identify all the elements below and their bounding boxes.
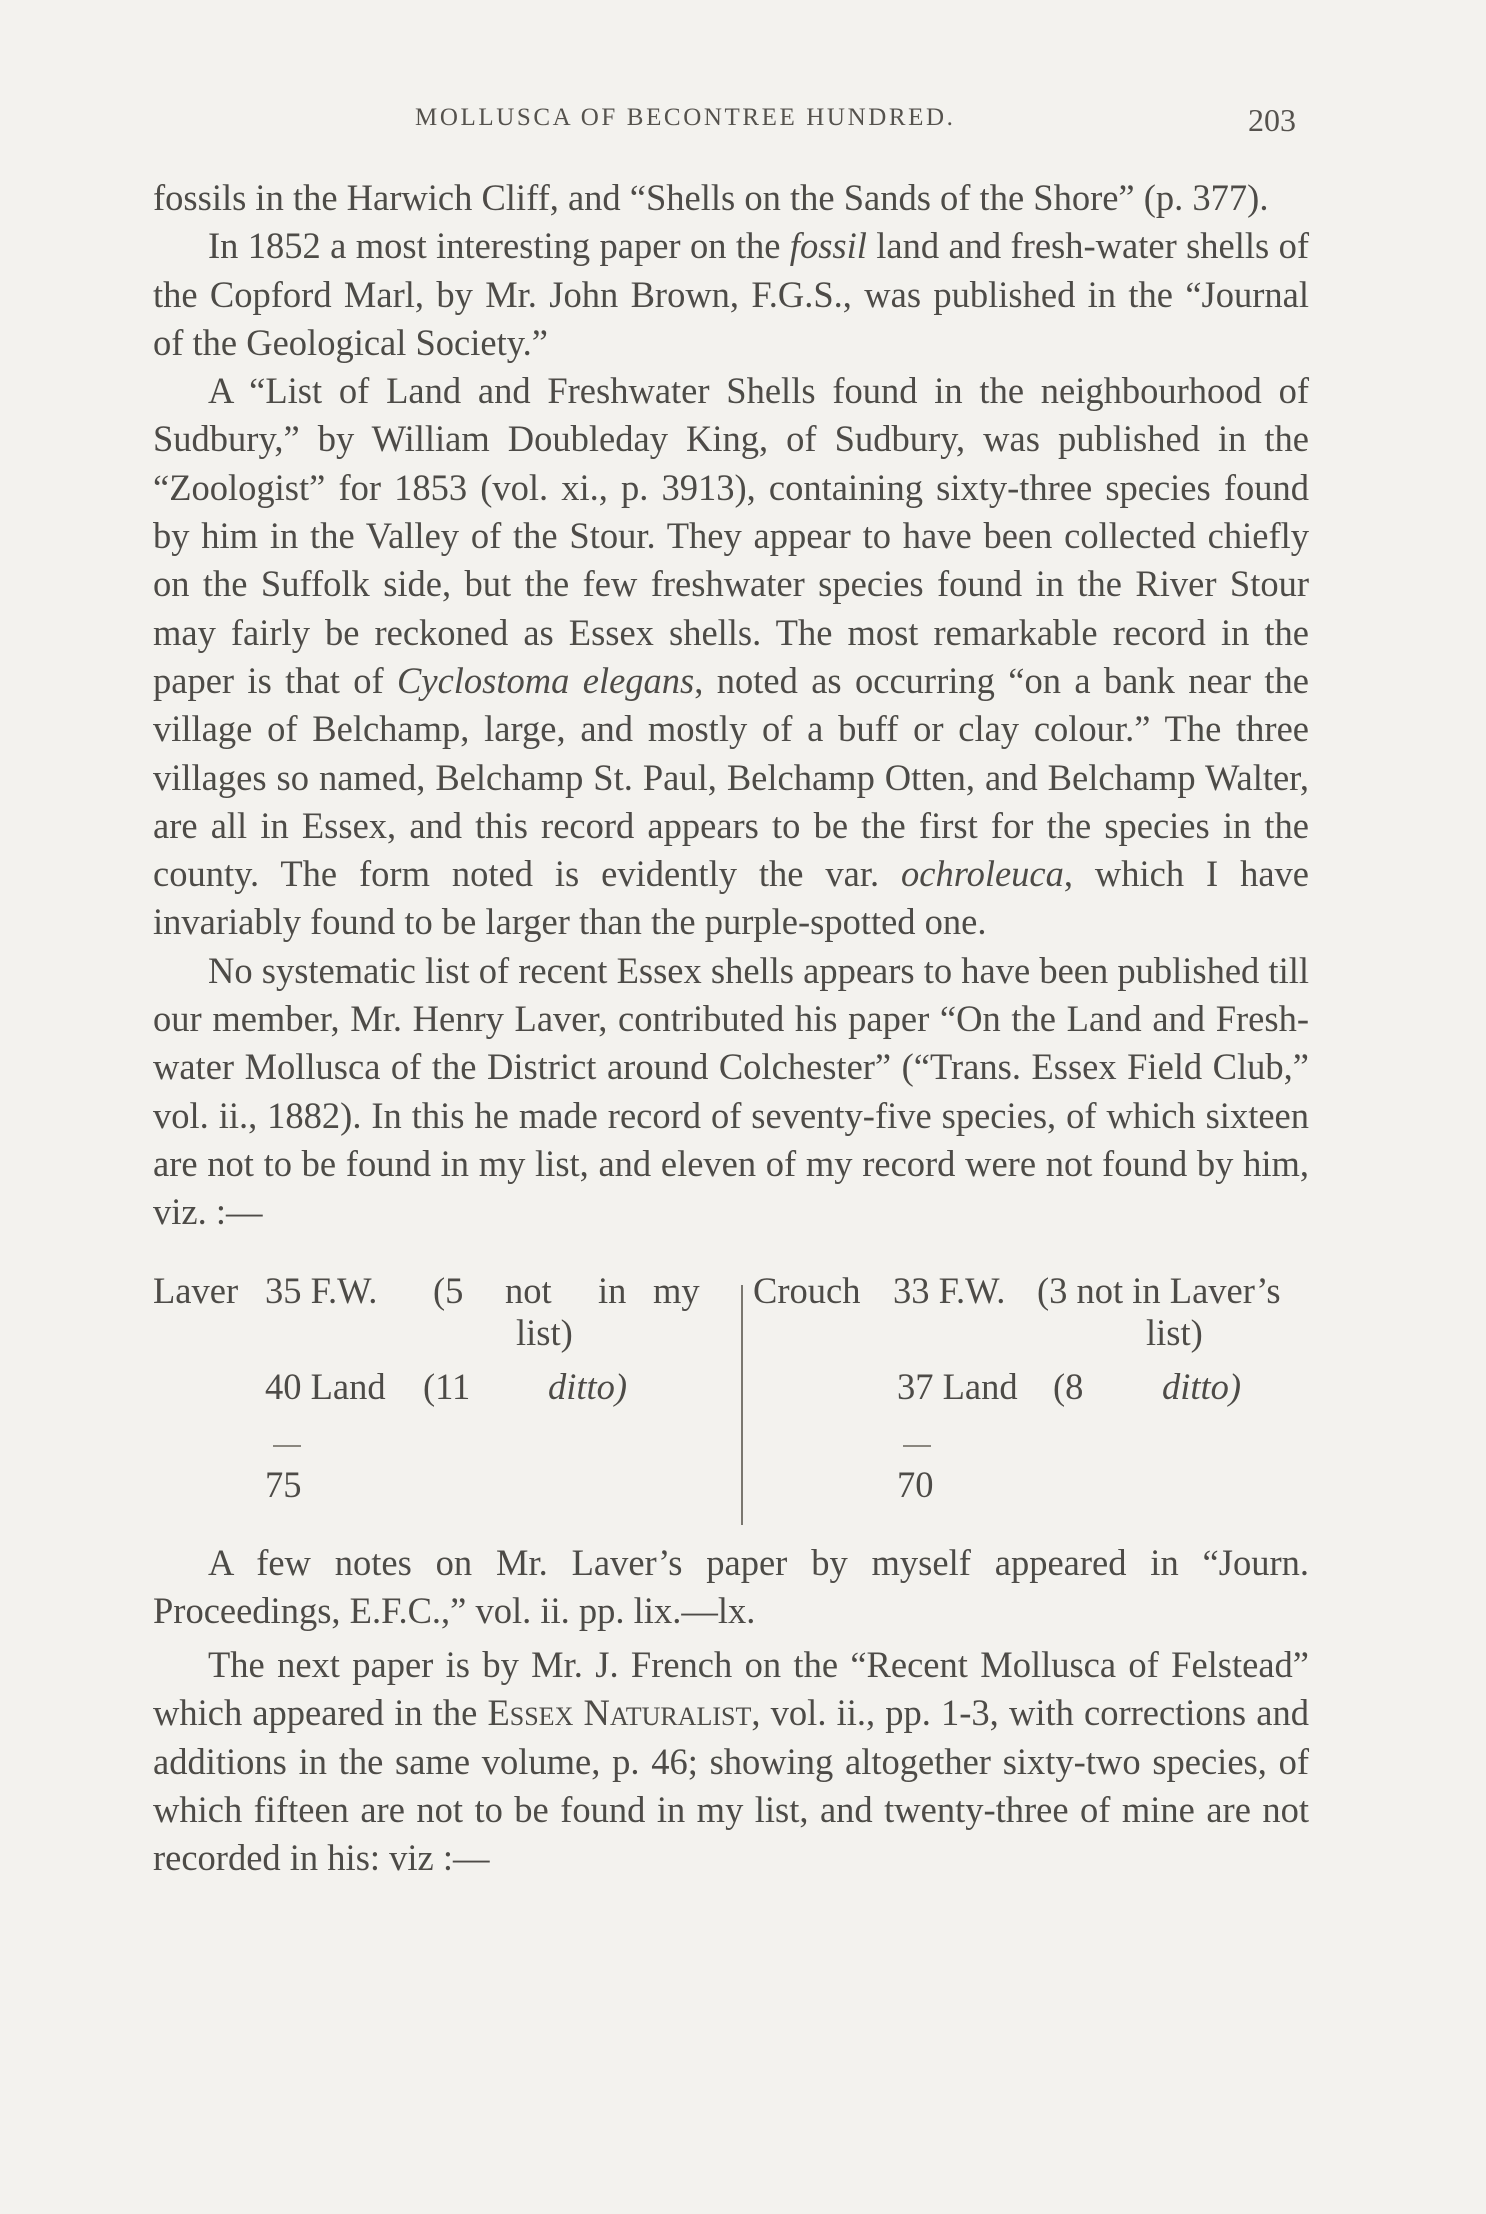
running-title: MOLLUSCA OF BECONTREE HUNDRED. [415,104,956,131]
paragraph-sudbury-list [153,367,1309,947]
text-run: The next paper is by Mr. J. French on the “Recent Mollusca of Felstead” which appeared in the [153,1644,1309,1734]
paragraph-notes: A few notes on Mr. Laver’s paper by myself appeared in “Journ. Proceedings, E.F.C.,” vol. ii. pp. lix.—lx. [153,1541,1309,1631]
comparison-right-column [753,1269,1309,1531]
italic-term-fossil: fossil [789,225,867,267]
right-freshwater-count: 33 F.W. [893,1269,1006,1311]
text-run: A “List of Land and Freshwater Shells found in the neighbourhood of Sudbury,” by William Doubleday King, of Sudbury, was published in the “Zoologist” for 1853 (vol. xi., p. 3913), containing sixty-three species found by him in the Valley of the Stour. They appear to have been collected chiefly on the Suffolk side, but the few freshwater species found in the River Stour may fairly be reckoned as Essex shells. The most remarkable record in the paper is that of [153,370,1309,701]
left-note-word: my [653,1269,700,1311]
body-text [153,174,1309,1883]
species-name-cyclostoma: Cyclostoma elegans [397,659,695,701]
right-author: Crouch [753,1269,861,1311]
right-land-note: (8 [1053,1365,1084,1407]
paragraph-laver-paper: No systematic list of recent Essex shells appears to have been published till our member, Mr. Henry Laver, contributed his paper “On the Land and Fresh-water Mollusca of the District around Colchester” (“Trans. Essex Field Club,” vol. ii., 1882). In this he made record of seventy-five species, of which sixteen are not to be found in my list, and eleven of my record were not found by him, viz. :— [153,949,1309,1233]
paragraph-fossils: fossils in the Harwich Cliff, and “Shells on the Sands of the Shore” (p. 377). [153,177,1269,218]
right-land-ditto: ditto) [1162,1365,1242,1407]
left-land-ditto: ditto) [548,1365,628,1407]
right-note-wrap: list) [1146,1311,1203,1353]
left-sum-rule [273,1445,301,1447]
text-run: , noted as occurring “on a bank near the village of Belchamp, large, and mostly of a buff or clay colour.” The three villages so named, Belchamp St. Paul, Belchamp Otten, and Belchamp Walter, are all in Essex, and this record appears to be the first for the species in the county. The form noted is evidently the var. [153,659,1309,895]
page-number: 203 [1248,102,1296,138]
right-total: 70 [897,1463,934,1505]
text-run: , which I have invariably found to be larger than the purple-spotted one. [153,853,1310,943]
paragraph-copford-marl [153,222,1309,367]
right-land-count: 37 Land [897,1365,1018,1407]
left-note-word: in [598,1269,627,1311]
text-run: In 1852 a most interesting paper on the [208,225,790,267]
left-note-word: not [505,1269,552,1311]
left-author: Laver [153,1269,239,1311]
variety-name-ochroleuca: ochroleuca [901,853,1064,895]
left-land-note: (11 [423,1365,471,1407]
right-freshwater-note: (3 not in Laver’s [1037,1269,1281,1311]
paragraph-felstead [153,1641,1309,1882]
column-divider [741,1285,743,1525]
left-total: 75 [265,1463,302,1505]
text-run: , vol. ii., pp. 1-3, with corrections and additions in the same volume, p. 46; showing altogether sixty-two species, of which fifteen are not to be found in my list, and twenty-three of mine are not recorded in his: viz :— [153,1692,1309,1879]
journal-title: Essex Naturalist [487,1692,752,1734]
species-comparison-table [153,1269,1309,1531]
comparison-left-column [153,1269,713,1531]
right-sum-rule [903,1445,931,1447]
text-run: land and fresh-water shells of the Copford Marl, by Mr. John Brown, F.G.S., was published in the “Journal of the Geological Society.” [153,225,1310,363]
left-freshwater-count: 35 F.W. [265,1269,378,1311]
left-note-wrap: list) [516,1311,573,1353]
left-land-count: 40 Land [265,1365,386,1407]
running-head [0,100,1486,140]
left-freshwater-note: (5 [433,1269,464,1311]
